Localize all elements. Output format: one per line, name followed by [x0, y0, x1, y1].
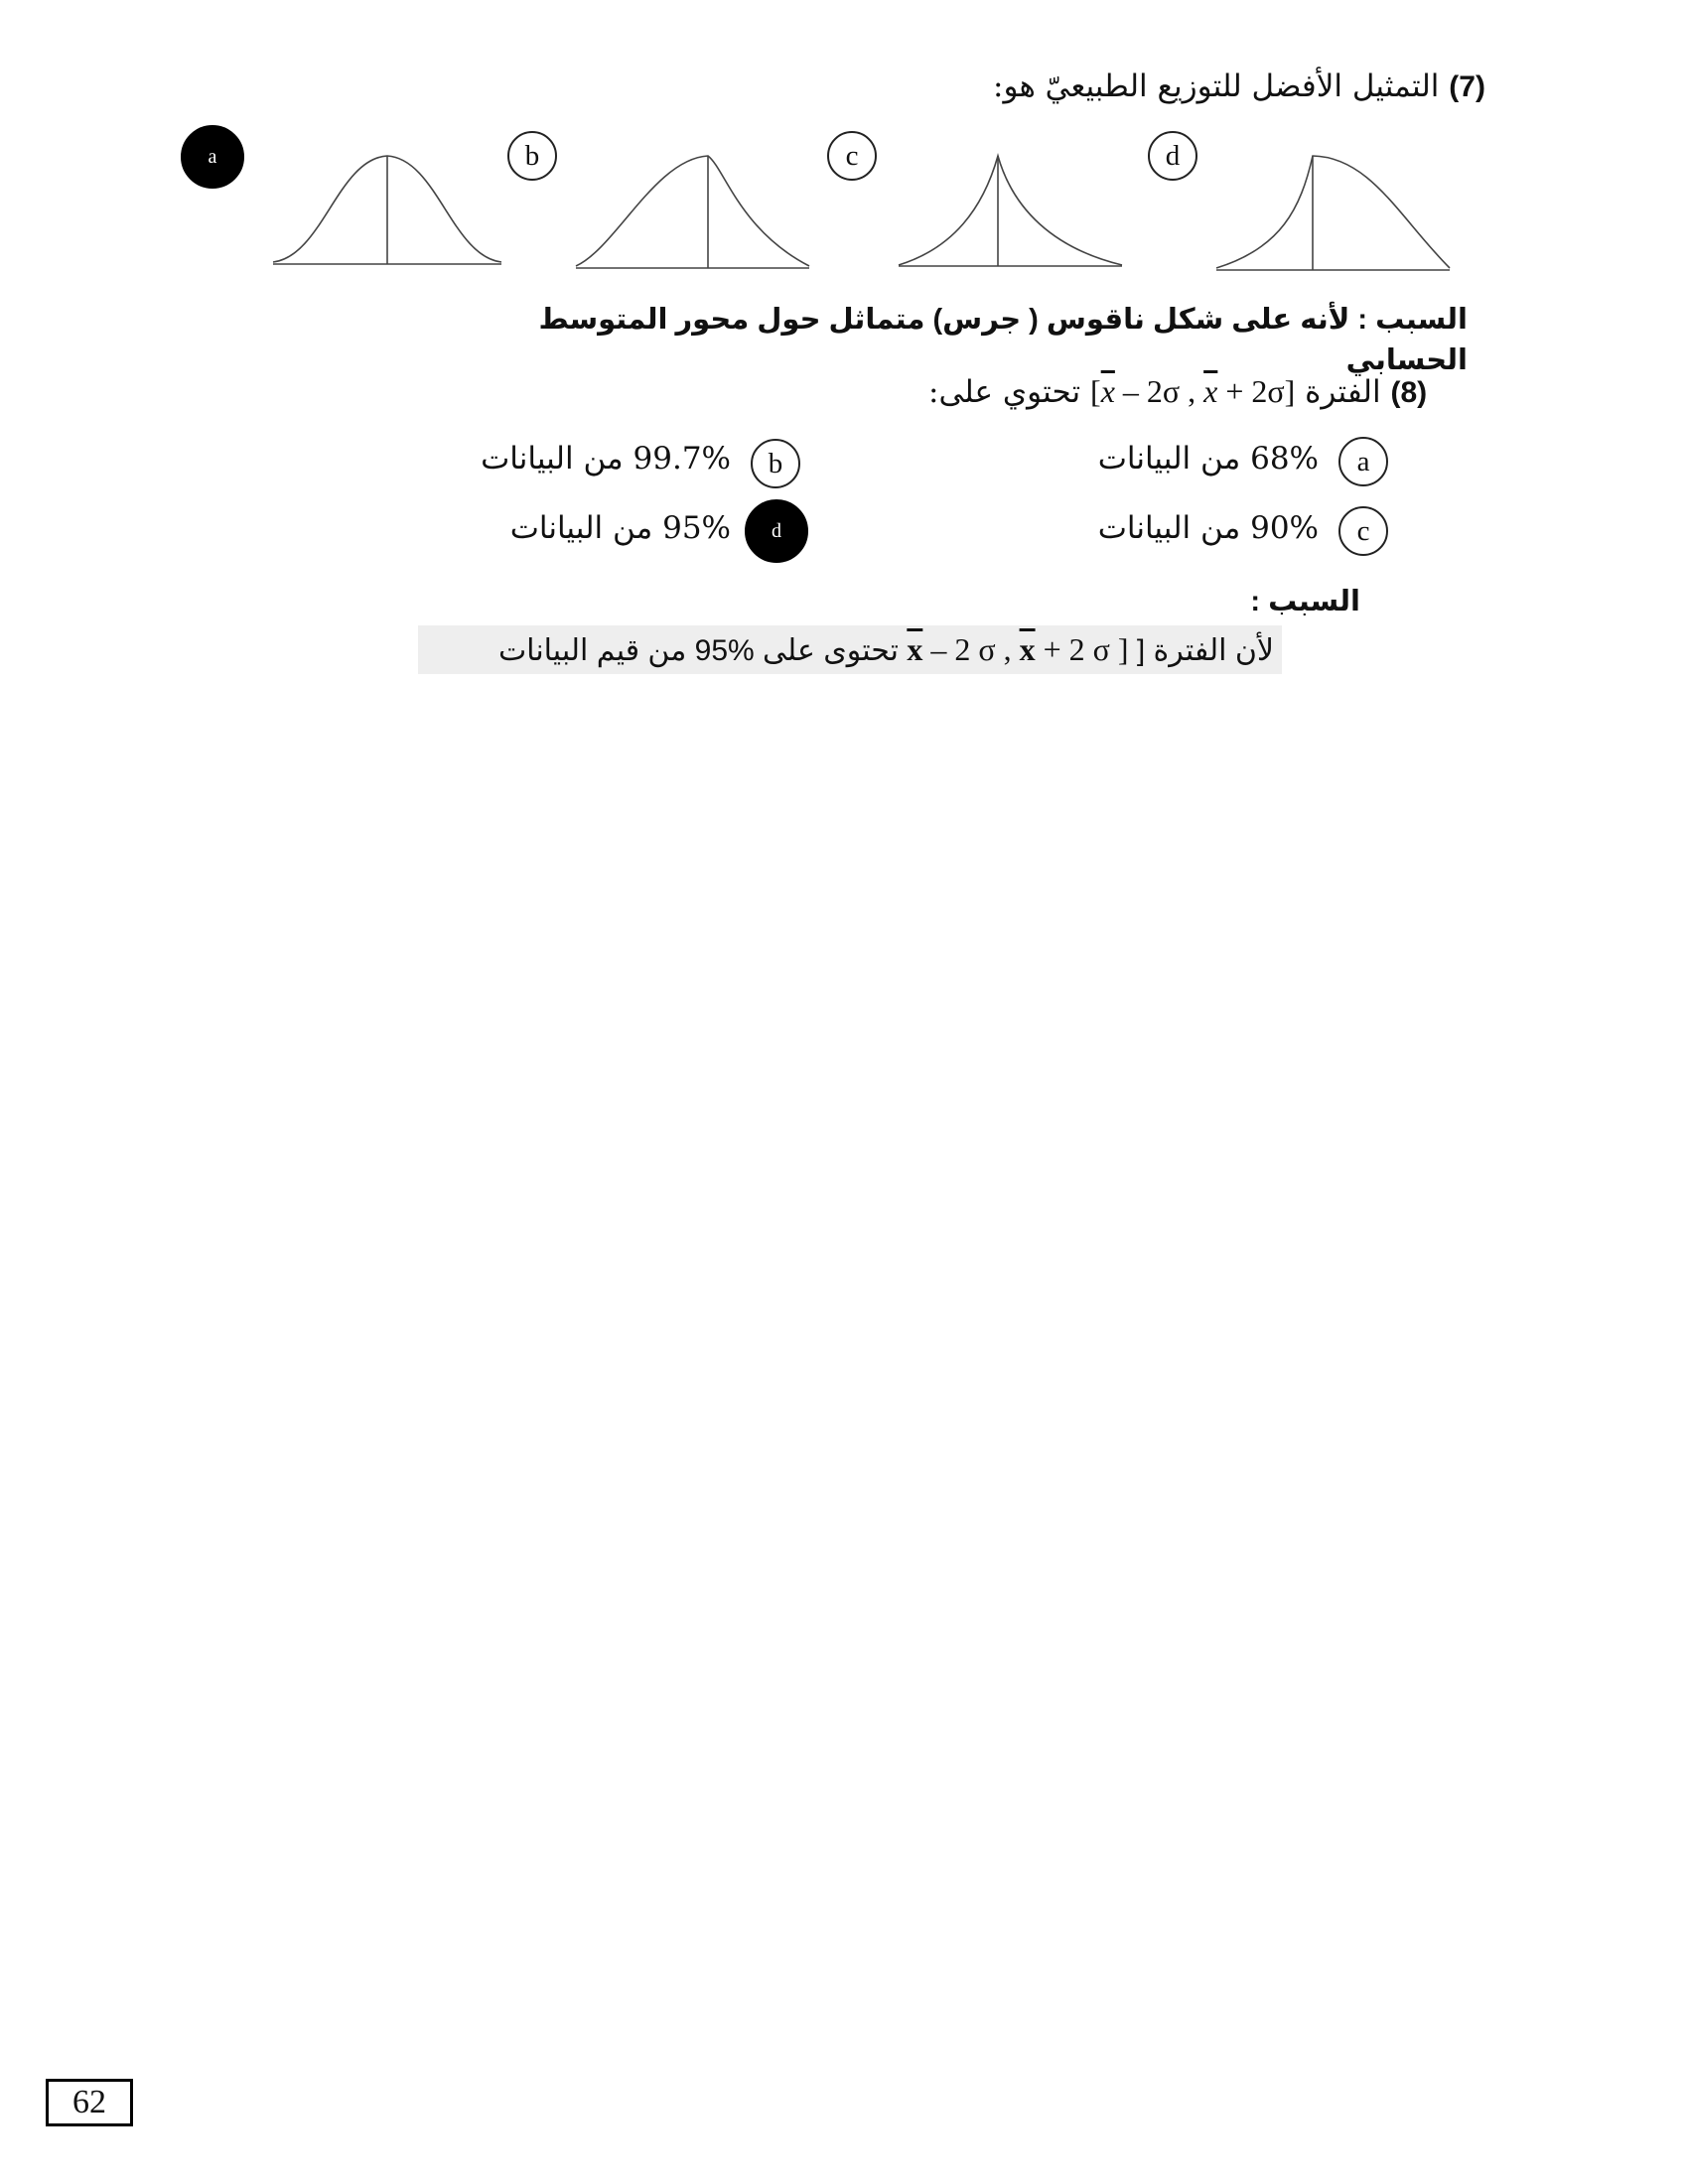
q7-option-a-badge[interactable]: a: [181, 125, 244, 189]
minus-2sigma: – 2σ ,: [1122, 373, 1196, 409]
q7-curves: [0, 0, 1688, 298]
q8-number: (8): [1390, 376, 1428, 409]
reason-x-bar-1: $\overline{x}$: [907, 631, 923, 667]
q8-option-a-badge[interactable]: a: [1338, 437, 1388, 486]
reason-plus: + 2 σ ]: [1043, 631, 1129, 667]
reason-x-bar-2: $\overline{x}$: [1019, 631, 1036, 667]
q8-option-b-badge[interactable]: b: [751, 439, 800, 488]
q8-question: [928, 375, 1427, 408]
reason-minus: – 2 σ ,: [930, 631, 1012, 667]
q8-text-suffix: تحتوي على:: [928, 374, 1081, 410]
q8-reason-suffix: تحتوى على %95 من قيم البيانات: [497, 634, 899, 667]
q7-number: (7): [1449, 70, 1485, 103]
page-number: 62: [46, 2079, 133, 2126]
q8-option-a-text: 68% من البيانات: [1097, 441, 1319, 477]
plus-2sigma: + 2σ: [1225, 373, 1285, 409]
bracket-open: [: [1090, 373, 1101, 409]
q8-option-c-badge[interactable]: c: [1338, 506, 1388, 556]
q7-reason: السبب : لأنه على شكل ناقوس ( جرس) متماثل حول محور المتوسط الحسابي: [538, 304, 1468, 376]
bracket-close: ]: [1284, 373, 1296, 409]
q8-text-prefix: الفترة: [1305, 374, 1381, 410]
q7-option-d-badge[interactable]: d: [1148, 131, 1197, 181]
q8-option-c-text: 90% من البيانات: [1097, 510, 1319, 546]
curve-d-left-skewed[interactable]: [1216, 156, 1450, 270]
curve-a-symmetric-bell[interactable]: [273, 156, 501, 264]
q8-interval: [1090, 373, 1295, 409]
x-bar-2: $\overline{x}$: [1203, 373, 1218, 409]
q8-option-d-text: 95% من البيانات: [509, 510, 731, 546]
x-bar-1: $\overline{x}$: [1100, 373, 1115, 409]
q8-reason-text: [418, 625, 1282, 674]
q8-option-b-text: 99.7% من البيانات: [481, 441, 731, 477]
q7-option-c-badge[interactable]: c: [827, 131, 877, 181]
curve-c-peaked[interactable]: [899, 156, 1122, 266]
q7-text: التمثيل الأفضل للتوزيع الطبيعيّ هو:: [993, 68, 1440, 104]
q8-reason-interval: [907, 631, 1128, 667]
q8-reason-prefix: لأن الفترة [: [1136, 634, 1274, 667]
curve-b-right-skewed[interactable]: [576, 156, 809, 268]
q8-reason-label: السبب :: [1250, 586, 1360, 617]
q7-option-b-badge[interactable]: b: [507, 131, 557, 181]
q8-option-d-badge[interactable]: d: [745, 499, 808, 563]
